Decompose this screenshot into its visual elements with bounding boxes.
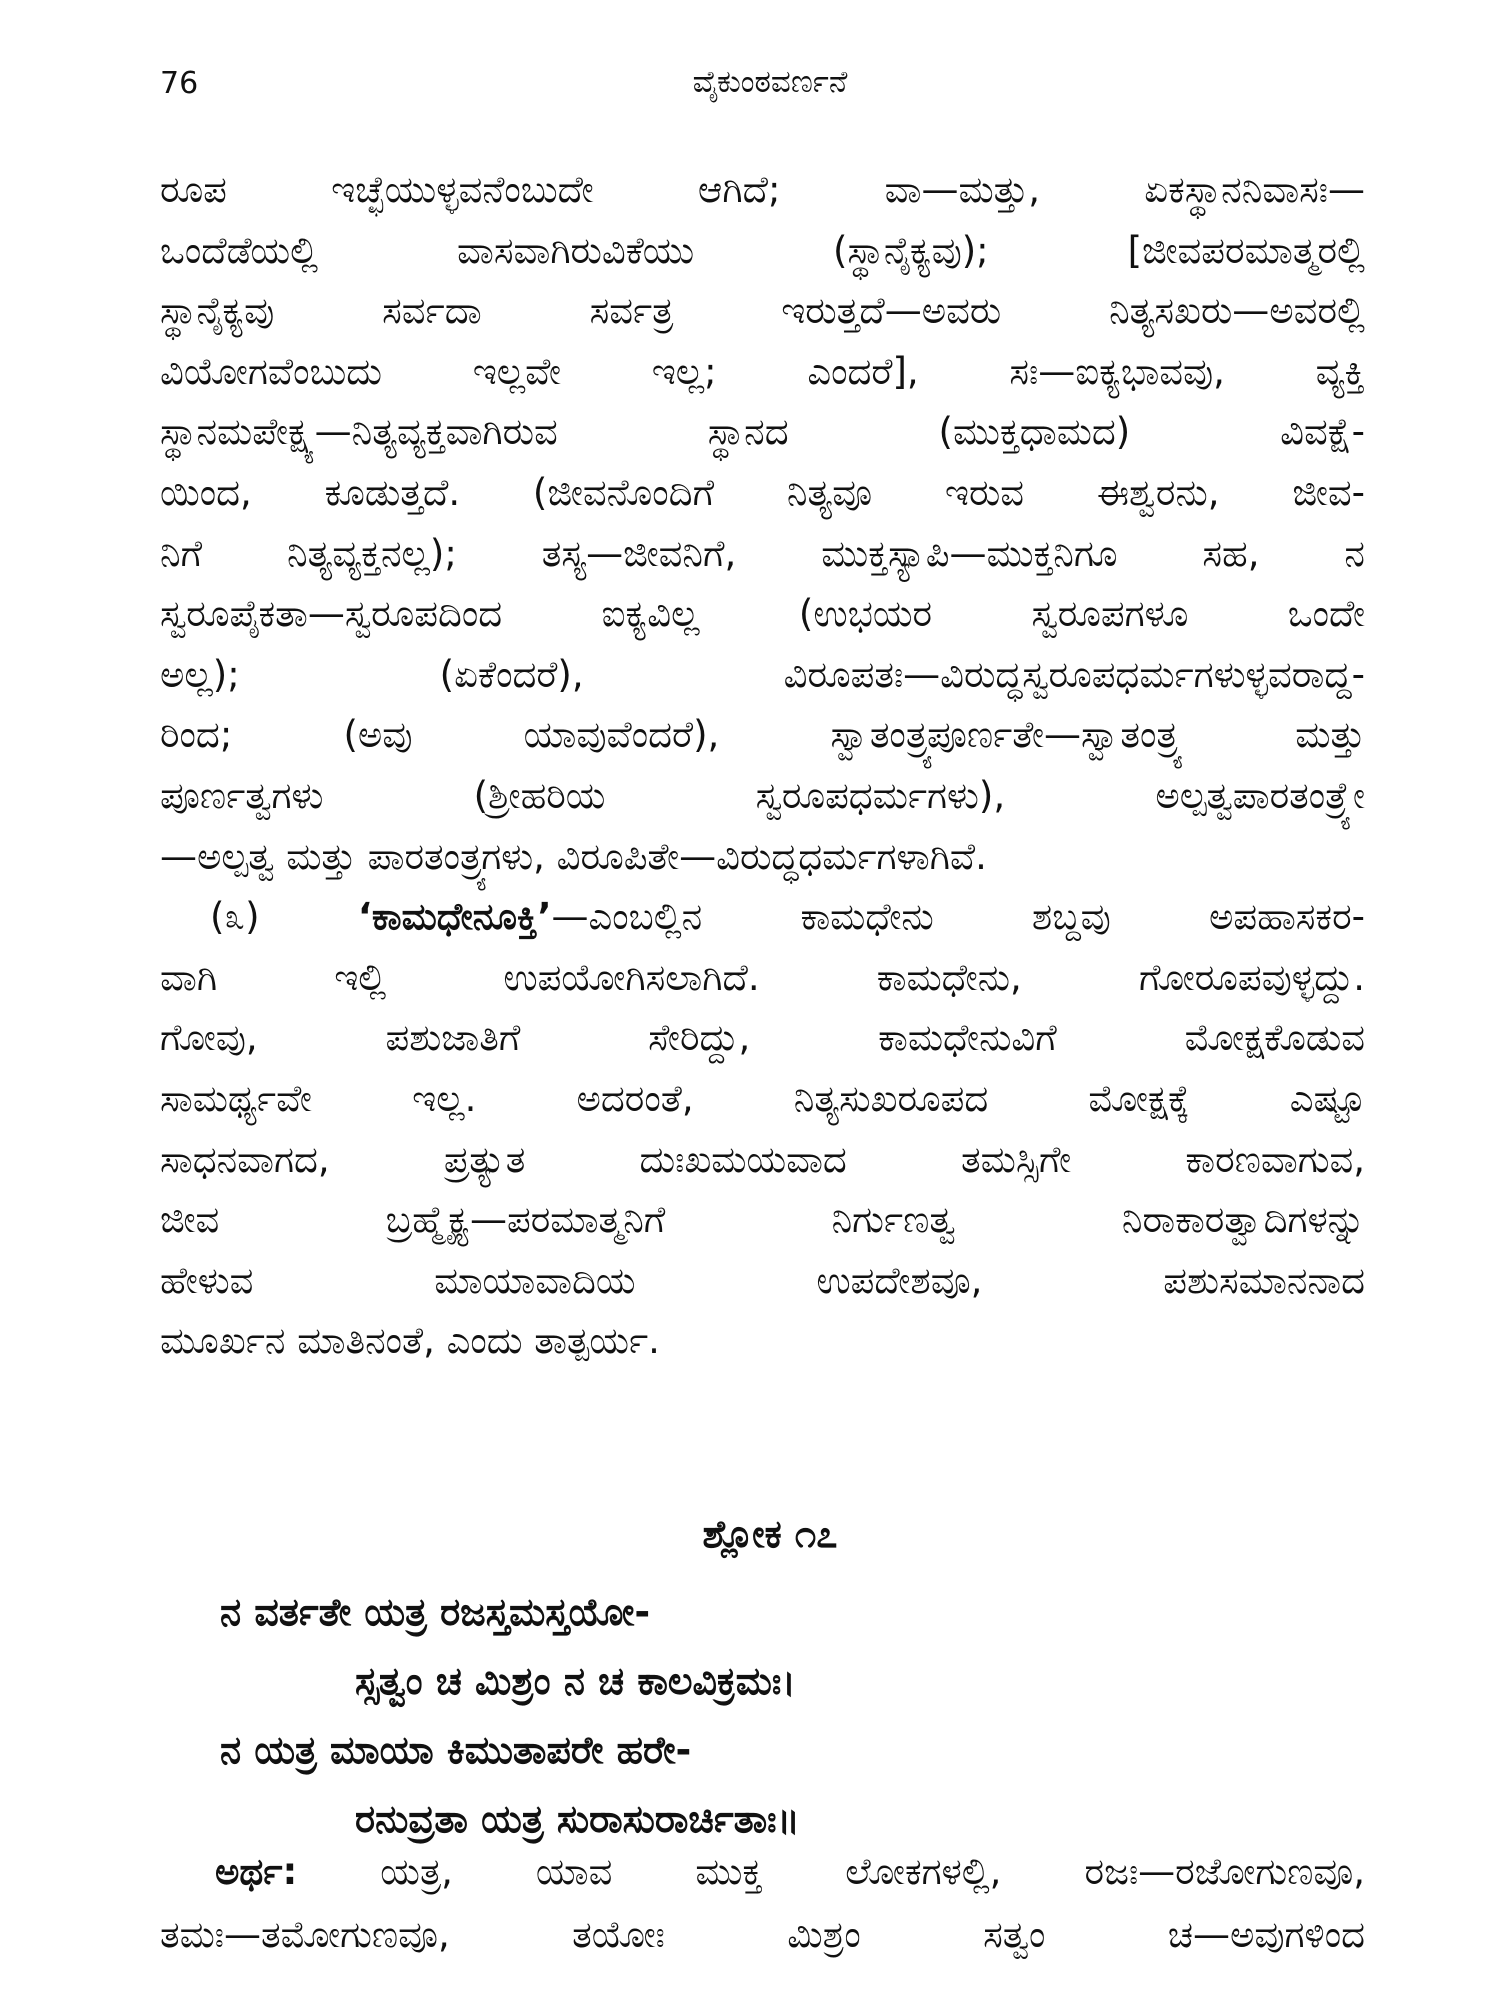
commentary-text bbox=[160, 160, 1365, 1372]
paragraph-first-line bbox=[160, 887, 1365, 948]
verse-line: ರನುವ್ರತಾ ಯತ್ರ ಸುರಾಸುರಾರ್ಚಿತಾಃ॥ bbox=[355, 1797, 800, 1841]
page-number: 76 bbox=[160, 66, 199, 101]
running-title: ವೈಕುಂಠವರ್ಣನೆ bbox=[692, 64, 848, 100]
text-line: ಸ್ವರೂಪೈಕತಾ—ಸ್ವರೂಪದಿಂದ ಐಕ್ಯವಿಲ್ಲ (ಉಭಯರ ಸ್ವರೂಪಗಳೂ ಒಂದೇ bbox=[160, 592, 1365, 636]
verse-line: ನ ವರ್ತತೇ ಯತ್ರ ರಜಸ್ತಮಸ್ತಯೋ- bbox=[220, 1590, 651, 1634]
text-line: ಪೂರ್ಣತ್ವಗಳು (ಶ್ರೀಹರಿಯ ಸ್ವರೂಪಧರ್ಮಗಳು), ಅಲ್ಪತ್ವಪಾರತಂತ್ರ್ಯೇ bbox=[160, 773, 1365, 817]
shloka-verse bbox=[220, 1578, 1320, 1854]
text-line: ಮೂರ್ಖನ ಮಾತಿನಂತೆ, ಎಂದು ತಾತ್ಪರ್ಯ. bbox=[160, 1319, 660, 1363]
text-line: ಅಲ್ಲ); (ಏಕೆಂದರೆ), ವಿರೂಪತಃ—ವಿರುದ್ಧಸ್ವರೂಪಧರ್ಮಗಳುಳ್ಳವರಾದ್ದ- bbox=[160, 652, 1365, 696]
text-line: —ಅಲ್ಪತ್ವ ಮತ್ತು ಪಾರತಂತ್ರ್ಯಗಳು, ವಿರೂಪಿತೇ—ವಿರುದ್ಧಧರ್ಮಗಳಾಗಿವೆ. bbox=[160, 834, 987, 878]
meaning-text bbox=[160, 1840, 1365, 1966]
text-line: ಜೀವ ಬ್ರಹ್ಮೈಕ್ಯ—ಪರಮಾತ್ಮನಿಗೆ ನಿರ್ಗುಣತ್ವ ನಿರಾಕಾರತ್ವಾದಿಗಳನ್ನು bbox=[160, 1198, 1365, 1242]
text-line: ವಿಯೋಗವೆಂಬುದು ಇಲ್ಲವೇ ಇಲ್ಲ; ಎಂದರೆ], ಸಃ—ಐಕ್ಯಭಾವವು, ವ್ಯಕ್ತಿ bbox=[160, 349, 1365, 393]
text-line: ಯಿಂದ, ಕೂಡುತ್ತದೆ. (ಜೀವನೊಂದಿಗೆ ನಿತ್ಯವೂ ಇರುವ ಈಶ್ವರನು, ಜೀವ- bbox=[160, 470, 1365, 514]
text-line: ರಿಂದ; (ಅವು ಯಾವುವೆಂದರೆ), ಸ್ವಾತಂತ್ರ್ಯಪೂರ್ಣತೇ—ಸ್ವಾತಂತ್ರ್ಯ ಮತ್ತು bbox=[160, 713, 1365, 757]
text-line: ನಿಗೆ ನಿತ್ಯವ್ಯಕ್ತನಲ್ಲ); ತಸ್ಯ—ಜೀವನಿಗೆ, ಮುಕ್ತಸ್ಯಾಪಿ—ಮುಕ್ತನಿಗೂ ಸಹ, ನ bbox=[160, 531, 1365, 575]
text-fragment: ಯತ್ರ, ಯಾವ ಮುಕ್ತ ಲೋಕಗಳಲ್ಲಿ, ರಜಃ—ರಜೋಗುಣವೂ, bbox=[297, 1850, 1365, 1893]
text-line: ತಮಃ—ತಮೋಗುಣವೂ, ತಯೋಃ ಮಿಶ್ರಂ ಸತ್ವಂ ಚ—ಅವುಗಳಿಂದ bbox=[160, 1913, 1365, 1956]
paragraph-marker: (೩) bbox=[210, 895, 260, 939]
text-line: ವಾಗಿ ಇಲ್ಲಿ ಉಪಯೋಗಿಸಲಾಗಿದೆ. ಕಾಮಧೇನು, ಗೋರೂಪವುಳ್ಳದ್ದು. bbox=[160, 955, 1365, 999]
text-line: ಒಂದೆಡೆಯಲ್ಲಿ ವಾಸವಾಗಿರುವಿಕೆಯು (ಸ್ಥಾನೈಕ್ಯವು); [ಜೀವಪರಮಾತ್ಮರಲ್ಲಿ bbox=[160, 228, 1365, 272]
text-line: ರೂಪ ಇಚ್ಛೆಯುಳ್ಳವನೆಂಬುದೇ ಆಗಿದೆ; ವಾ—ಮತ್ತು, ಏಕಸ್ಥಾನನಿವಾಸಃ— bbox=[160, 168, 1365, 211]
meaning-first-line bbox=[160, 1840, 1365, 1903]
text-line: ಗೋವು, ಪಶುಜಾತಿಗೆ ಸೇರಿದ್ದು, ಕಾಮಧೇನುವಿಗೆ ಮೋಕ್ಷಕೊಡುವ bbox=[160, 1016, 1365, 1060]
verse-line: ಸ್ಸತ್ವಂ ಚ ಮಿಶ್ರಂ ನ ಚ ಕಾಲವಿಕ್ರಮಃ। bbox=[355, 1659, 796, 1703]
shloka-heading: ಶ್ಲೋಕ ೧೭ bbox=[702, 1512, 838, 1556]
text-line: ಸಾಧನವಾಗದ, ಪ್ರತ್ಯುತ ದುಃಖಮಯವಾದ ತಮಸ್ಸಿಗೇ ಕಾರಣವಾಗುವ, bbox=[160, 1137, 1365, 1181]
meaning-label: ಅರ್ಥ: bbox=[215, 1850, 298, 1893]
text-line: ಹೇಳುವ ಮಾಯಾವಾದಿಯ ಉಪದೇಶವೂ, ಪಶುಸಮಾನನಾದ bbox=[160, 1258, 1365, 1302]
text-line: ಸಾಮರ್ಥ್ಯವೇ ಇಲ್ಲ. ಅದರಂತೆ, ನಿತ್ಯಸುಖರೂಪದ ಮೋಕ್ಷಕ್ಕೆ ಎಷ್ಟೂ bbox=[160, 1076, 1365, 1120]
text-line: ಸ್ಥಾನಮಪೇಕ್ಷ್ಯ—ನಿತ್ಯವ್ಯಕ್ತವಾಗಿರುವ ಸ್ಥಾನದ (ಮುಕ್ತಧಾಮದ) ವಿವಕ್ಷೆ- bbox=[160, 410, 1365, 454]
text-line: ಸ್ಥಾನೈಕ್ಯವು ಸರ್ವದಾ ಸರ್ವತ್ರ ಇರುತ್ತದೆ—ಅವರು ನಿತ್ಯಸಖರು—ಅವರಲ್ಲಿ bbox=[160, 289, 1365, 333]
verse-line: ನ ಯತ್ರ ಮಾಯಾ ಕಿಮುತಾಪರೇ ಹರೇ- bbox=[220, 1728, 692, 1772]
text-fragment: —ಎಂಬಲ್ಲಿನ ಕಾಮಧೇನು ಶಬ್ದವು ಅಪಹಾಸಕರ- bbox=[551, 895, 1366, 939]
highlighted-term: ‘ಕಾಮಧೇನೂಕ್ತಿ’ bbox=[357, 895, 552, 939]
